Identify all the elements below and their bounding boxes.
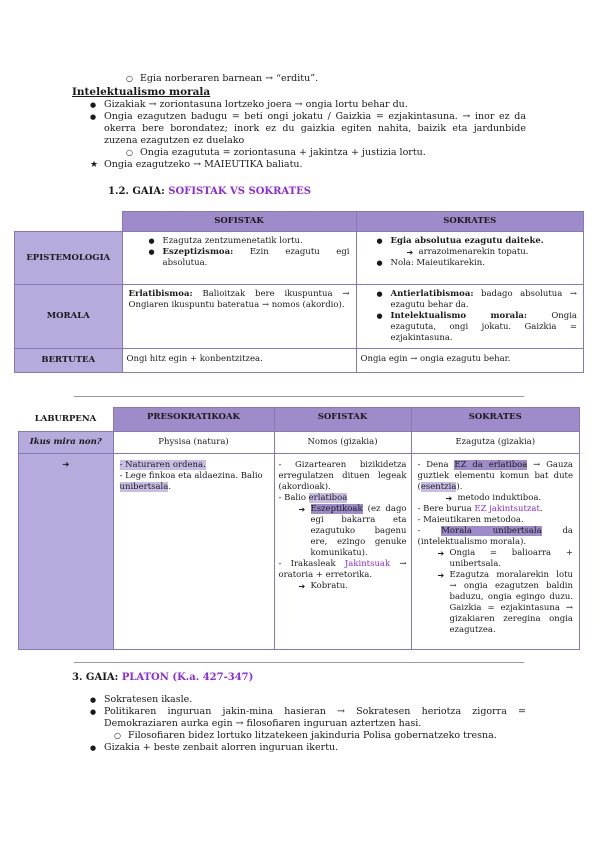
- table-cell: Nomos (gizakia): [274, 432, 411, 454]
- table-cell: Ongia egin → ongia ezagutu behar.: [356, 349, 584, 373]
- table-cell: Ezagutza (gizakia): [411, 432, 580, 454]
- sofistak-vs-sokrates-table: [14, 211, 584, 373]
- list-item: ● Ongia ezagutzen badugu = beti ongi jokatu / Gaizkia = ezjakintasuna. → inor ez da okerra bere borondatez; inork ez du gaizkia egiten nahita, baizik eta jardunbide zuzena ezagutzen ez duelako: [90, 111, 526, 147]
- table-cell-sofistak: - Gizartearen bizikidetza erregulatzen dituen legeak (akordioak). - Balio erlatiboa ➔ Eszeptikoak (ez dago egi bakarra eta ezagutuko bagenu ere, ezingo genuke komunikatu). - Irakasleak Jakintsuak → oratoria + erretorika. ➔ Kobratu.: [274, 454, 411, 650]
- table-cell: ● Egia absolutua ezagutu daiteke. ➔ arrazoimenarekin topatu. ● Nola: Maieutikarekin.: [356, 232, 584, 285]
- section-heading-intelektualismo: Intelektualismo morala: [72, 86, 211, 98]
- platon-list: [90, 694, 526, 754]
- divider: [74, 662, 524, 663]
- table-cell-sokrates: - Dena EZ da erlatiboa → Gauza guztiek elementu komun bat dute (esentzia). ➔ metodo induktiboa. - Bere burua EZ jakintsutzat. - Maieutikaren metodoa. - Morala unibertsala da (intelektualismo morala). ➔ Ongia = balioarra + unibertsala. ➔ Ezagutza moralarekin lotu → ongia ezagutzen baldin baduzu, ongia egingo duzu. Gaizkia = ezjakintasuna → gizakiaren zeregina ongia ezagutzea.: [411, 454, 580, 650]
- row-header-bertutea: BERTUTEA: [15, 349, 123, 373]
- circle-item-erditu: ○ Egia norberaren barnean → “erditu”.: [126, 73, 560, 85]
- section-title-1-2: 1.2. GAIA: SOFISTAK VS SOKRATES: [108, 186, 311, 197]
- table-cell: Erlatibismoa: Balioitzak bere ikuspuntua → Ongiaren ikuspuntu bateratua → nomos (akordio).: [122, 285, 356, 349]
- table-cell: Ongi hitz egin + konbentzitzea.: [122, 349, 356, 373]
- col-header-presokratikoak: PRESOKRATIKOAK: [113, 408, 274, 432]
- col-header-sokrates: SOKRATES: [356, 212, 584, 232]
- table-cell: ● Ezagutza zentzumenetatik lortu. ● Eszeptizismoa: Ezin ezagutu egi absolutua.: [122, 232, 356, 285]
- col-header-sofistak: SOFISTAK: [122, 212, 356, 232]
- list-item: ● Gizakia + beste zenbait alorren inguruan ikertu.: [90, 742, 526, 754]
- list-item-star: ★ Ongia ezagutzeko → MAIEUTIKA baliatu.: [90, 159, 526, 171]
- row-header-morala: MORALA: [15, 285, 123, 349]
- section-title-3: 3. GAIA: PLATON (K.a. 427-347): [72, 672, 254, 683]
- list-item: ● Gizakiak → zoriontasuna lortzeko joera → ongia lortu behar du.: [90, 99, 526, 111]
- table-cell: ● Antierlatibismoa: badago absolutua → ezagutu behar da. ● Intelektualismo morala: Ongia ezagututa, ongi jokatu. Gaizkia = ezjakintasuna.: [356, 285, 584, 349]
- table-cell-presokratikoak: - Naturaren ordena. - Lege finkoa eta aldaezina. Balio unibertsala.: [113, 454, 274, 650]
- sub-list-item: ○ Ongia ezagututa = zoriontasuna + jakintza + justizia lortu.: [126, 147, 526, 159]
- laburpena-label: LABURPENA: [19, 408, 114, 432]
- list-item: ● Politikaren inguruan jakin-mina hasieran → Sokratesen heriotza zigorra = Demokraziaren aurka egin → filosofiaren inguruan aztertzen hasi.: [90, 706, 526, 730]
- laburpena-table: [18, 407, 580, 650]
- intelektualismo-list: [90, 99, 526, 171]
- col-header-sofistak: SOFISTAK: [274, 408, 411, 432]
- table-cell: Physisa (natura): [113, 432, 274, 454]
- sub-list-item: ○ Filosofiaren bidez lortuko litzatekeen jakinduria Polisa gobernatzeko tresna.: [114, 730, 526, 742]
- list-item: ● Sokratesen ikasle.: [90, 694, 526, 706]
- row-header-ikus-mira: Ikus mira non?: [19, 432, 114, 454]
- col-header-sokrates: SOKRATES: [411, 408, 580, 432]
- divider: [74, 396, 524, 397]
- row-header-epistemologia: EPISTEMOLOGIA: [15, 232, 123, 285]
- row-header-arrow: ➔: [19, 454, 114, 650]
